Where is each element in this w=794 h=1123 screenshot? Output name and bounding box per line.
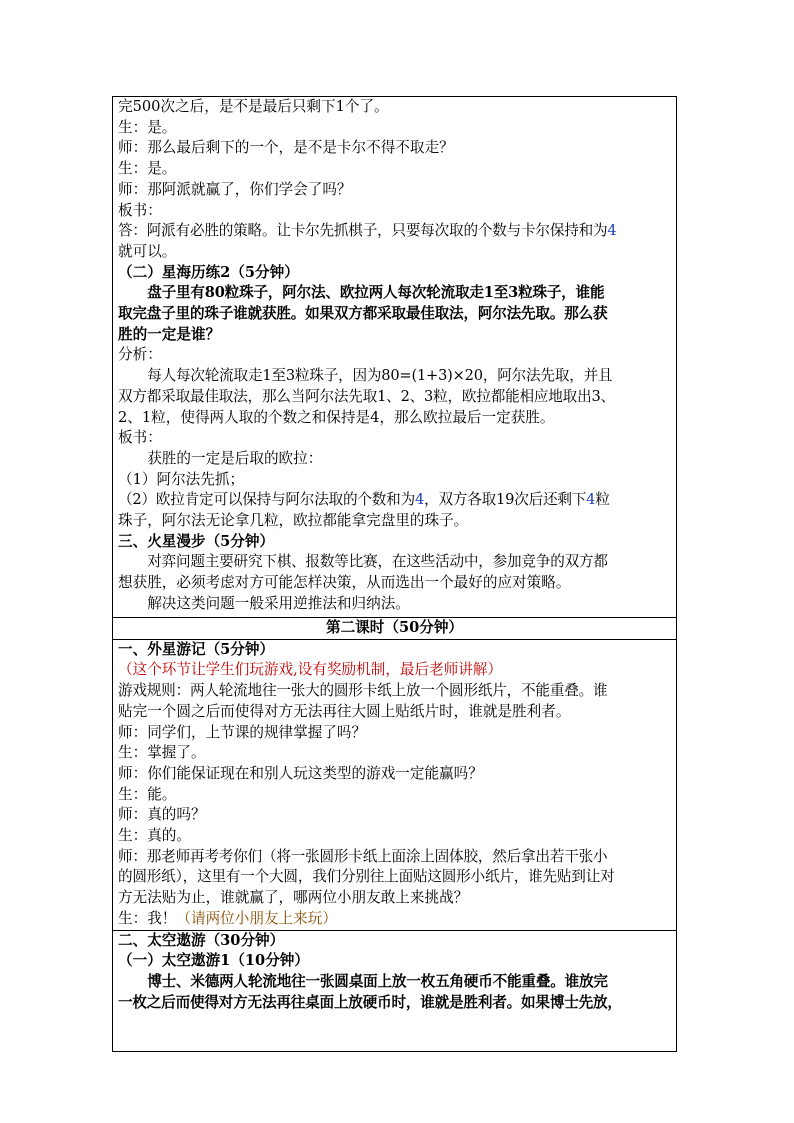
analysis-text: 双方都采取最佳取法，那么当阿尔法先取1、2、3粒，欧拉都能相应地取出3、: [118, 387, 615, 405]
section-heading: 二、太空遨游（30分钟）: [118, 931, 285, 949]
problem-text: 博士、米德两人轮流地往一张圆桌面上放一枚五角硬币不能重叠。谁放完: [147, 973, 608, 991]
text-line: 生：能。: [118, 785, 177, 803]
text-line: [118, 490, 671, 511]
teacher-note: （这个环节让学生们玩游戏,设有奖励机制，最后老师讲解）: [118, 661, 503, 679]
text-line: 分析：: [118, 346, 162, 364]
text-line: （1）阿尔法先抓；: [118, 470, 245, 488]
problem-text: 盘子里有80粒珠子，阿尔法、欧拉两人每次轮流取走1至3粒珠子，谁能: [147, 284, 605, 302]
answer-text: 答：阿派有必胜的策略。让卡尔先抓棋子，只要每次取的个数与卡尔保持和为: [118, 222, 608, 240]
document-page: [112, 96, 677, 1052]
text-line: 师：你们能保证现在和别人玩这类型的游戏一定能赢吗？: [118, 764, 483, 782]
table-cell-section-4: [113, 930, 677, 1051]
text-line: 游戏规则：两人轮流地往一张大的圆形卡纸上放一个圆形纸片，不能重叠。谁: [118, 682, 608, 700]
text-line: 生：是。: [118, 160, 177, 178]
text-line: 获胜的一定是后取的欧拉：: [147, 449, 323, 467]
problem-text: 胜的一定是谁？: [118, 325, 221, 343]
text-line: 想获胜，必须考虑对方可能怎样决策，从而选出一个最好的应对策略。: [118, 574, 571, 592]
table-cell-section-3: [113, 639, 677, 930]
section-heading: （一）太空遨游1（10分钟）: [118, 952, 309, 970]
text-line: 方无法贴为止，谁就赢了，哪两位小朋友敢上来挑战？: [118, 889, 469, 907]
text-line: 板书：: [118, 201, 162, 219]
text-line: 珠子，阿尔法无论拿几粒，欧拉都能拿完盘里的珠子。: [118, 512, 469, 530]
text-line: 对弈问题主要研究下棋、报数等比赛，在这些活动中，参加竞争的双方都: [147, 553, 608, 571]
table-cell-section-1: [113, 97, 677, 618]
text-line: 板书：: [118, 429, 162, 447]
text-line: 师：同学们，上节课的规律掌握了吗？: [118, 723, 367, 741]
table-row: [113, 930, 677, 1051]
text-line: 解决这类问题一般采用逆推法和归纳法。: [147, 594, 410, 612]
lesson-title: 第二课时（50分钟）: [325, 619, 464, 636]
table-cell-section-2: [113, 618, 677, 640]
section-heading: （二）星海历练2（5分钟）: [118, 263, 299, 281]
text-span: 生：我！: [118, 909, 177, 927]
text-line: 就可以。: [118, 242, 177, 260]
text-line: 生：真的。: [118, 827, 191, 845]
text-line: 师：那阿派就赢了，你们学会了吗？: [118, 180, 352, 198]
analysis-text: 2、1粒，使得两人取的个数之和保持是4，那么欧拉最后一定获胜。: [118, 408, 555, 426]
section-heading: 一、外星游记（5分钟）: [118, 640, 275, 658]
text-line: 的圆形纸），这里有一个大圆，我们分别往上面贴这圆形小纸片，谁先贴到让对: [118, 868, 615, 886]
number-highlight: 4: [607, 222, 617, 240]
text-line: [118, 221, 671, 242]
text-span: 粒: [595, 491, 610, 509]
text-span: ，双方各取19次后还剩下: [424, 491, 587, 509]
text-line: 生：掌握了。: [118, 744, 206, 762]
table-row: [113, 97, 677, 618]
text-span: （2）欧拉肯定可以保持与阿尔法取的个数和为: [118, 491, 415, 509]
table-row: [113, 639, 677, 930]
problem-text: 取完盘子里的珠子谁就获胜。如果双方都采取最佳取法，阿尔法先取。那么获: [118, 305, 608, 323]
text-line: 完500次之后，是不是最后只剩下1个了。: [118, 98, 389, 115]
text-line: [118, 909, 671, 930]
text-line: 贴完一个圆之后而使得对方无法再往大圆上贴纸片时，谁就是胜利者。: [118, 702, 571, 720]
table-row: [113, 618, 677, 640]
lesson-plan-table: [112, 96, 677, 1052]
text-line: 生：是。: [118, 118, 177, 136]
section-heading: 三、火星漫步（5分钟）: [118, 532, 275, 550]
analysis-text: 每人每次轮流取走1至3粒珠子，因为80=(1+3)×20，阿尔法先取，并且: [147, 367, 613, 385]
text-line: 师：那么最后剩下的一个，是不是卡尔不得不取走？: [118, 139, 454, 157]
number-highlight: 4: [414, 491, 425, 509]
stage-direction: （请两位小朋友上来玩）: [176, 909, 337, 927]
problem-text: 一枚之后而使得对方无法再往桌面上放硬币时，谁就是胜利者。如果博士先放，: [118, 993, 622, 1011]
text-line: 师：那老师再考考你们（将一张圆形卡纸上面涂上固体胶，然后拿出若干张小: [118, 847, 608, 865]
number-highlight: 4: [586, 491, 596, 509]
text-line: 师：真的吗？: [118, 806, 206, 824]
